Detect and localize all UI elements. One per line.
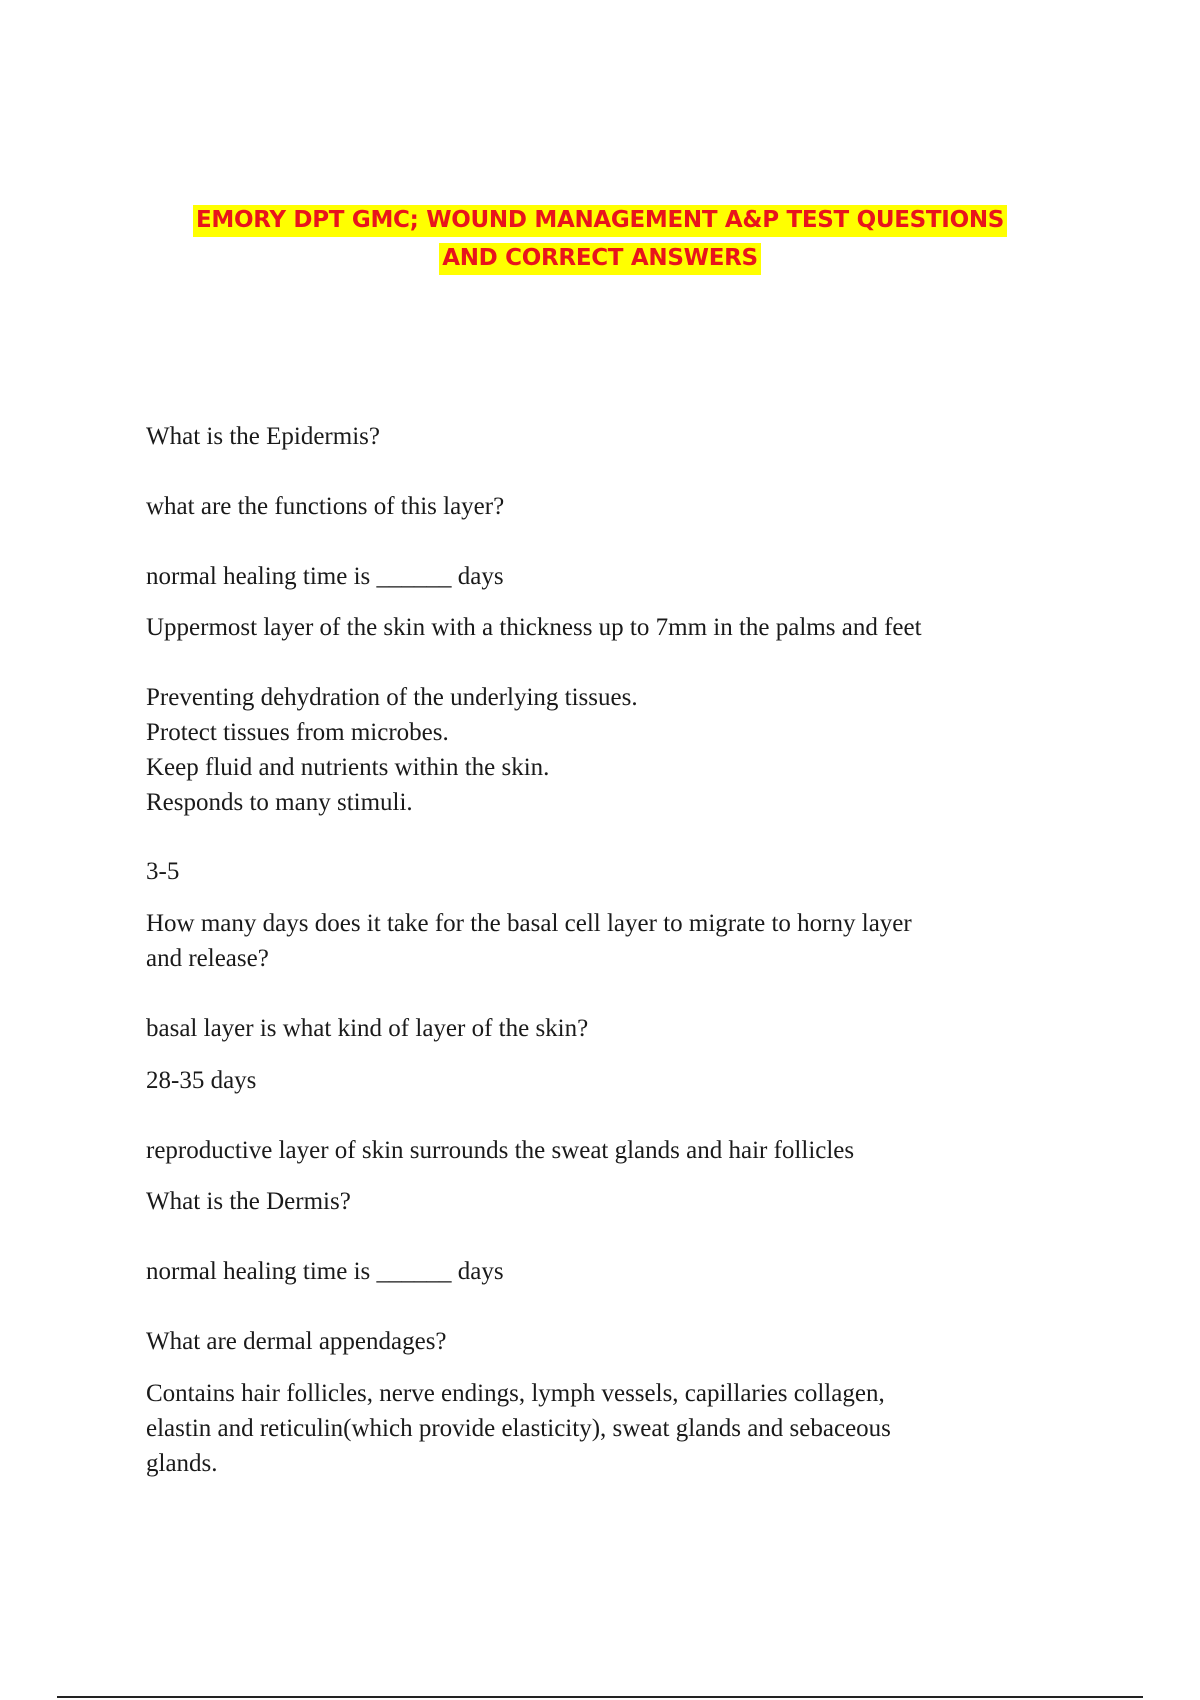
answer-functions-line: Preventing dehydration of the underlying tissues. — [146, 684, 638, 711]
answer-dermis-line: Contains hair follicles, nerve endings, lymph vessels, capillaries collagen, — [146, 1380, 885, 1407]
answer-epidermis: Uppermost layer of the skin with a thickness up to 7mm in the palms and feet — [146, 614, 922, 641]
question-basal-layer: basal layer is what kind of layer of the skin? — [146, 1015, 589, 1042]
page-bottom-rule — [57, 1696, 1143, 1698]
answer-functions-line: Protect tissues from microbes. — [146, 719, 449, 746]
document-title — [0, 201, 1200, 277]
question-dermis: What is the Dermis? — [146, 1188, 351, 1215]
question-epidermis: What is the Epidermis? — [146, 423, 380, 450]
answer-functions-line: Responds to many stimuli. — [146, 789, 413, 816]
answer-functions-line: Keep fluid and nutrients within the skin. — [146, 754, 550, 781]
title-line-1: EMORY DPT GMC; WOUND MANAGEMENT A&P TEST QUESTIONS — [193, 205, 1007, 237]
answer-basal-migration: 28-35 days — [146, 1067, 257, 1094]
question-dermal-appendages: What are dermal appendages? — [146, 1328, 447, 1355]
question-healing-time-epidermis: normal healing time is ______ days — [146, 563, 504, 590]
answer-dermis — [146, 1376, 1046, 1481]
question-basal-migration — [146, 906, 1046, 976]
answer-dermis-line: glands. — [146, 1450, 218, 1477]
answer-dermis-line: elastin and reticulin(which provide elasticity), sweat glands and sebaceous — [146, 1415, 891, 1442]
question-basal-migration-line: and release? — [146, 945, 269, 972]
question-functions: what are the functions of this layer? — [146, 493, 505, 520]
answer-functions — [146, 680, 1046, 820]
title-line-2: AND CORRECT ANSWERS — [439, 243, 761, 275]
answer-healing-time-epidermis: 3-5 — [146, 858, 180, 885]
question-healing-time-dermis: normal healing time is ______ days — [146, 1258, 504, 1285]
answer-basal-layer: reproductive layer of skin surrounds the sweat glands and hair follicles — [146, 1137, 855, 1164]
question-basal-migration-line: How many days does it take for the basal cell layer to migrate to horny layer — [146, 910, 912, 937]
